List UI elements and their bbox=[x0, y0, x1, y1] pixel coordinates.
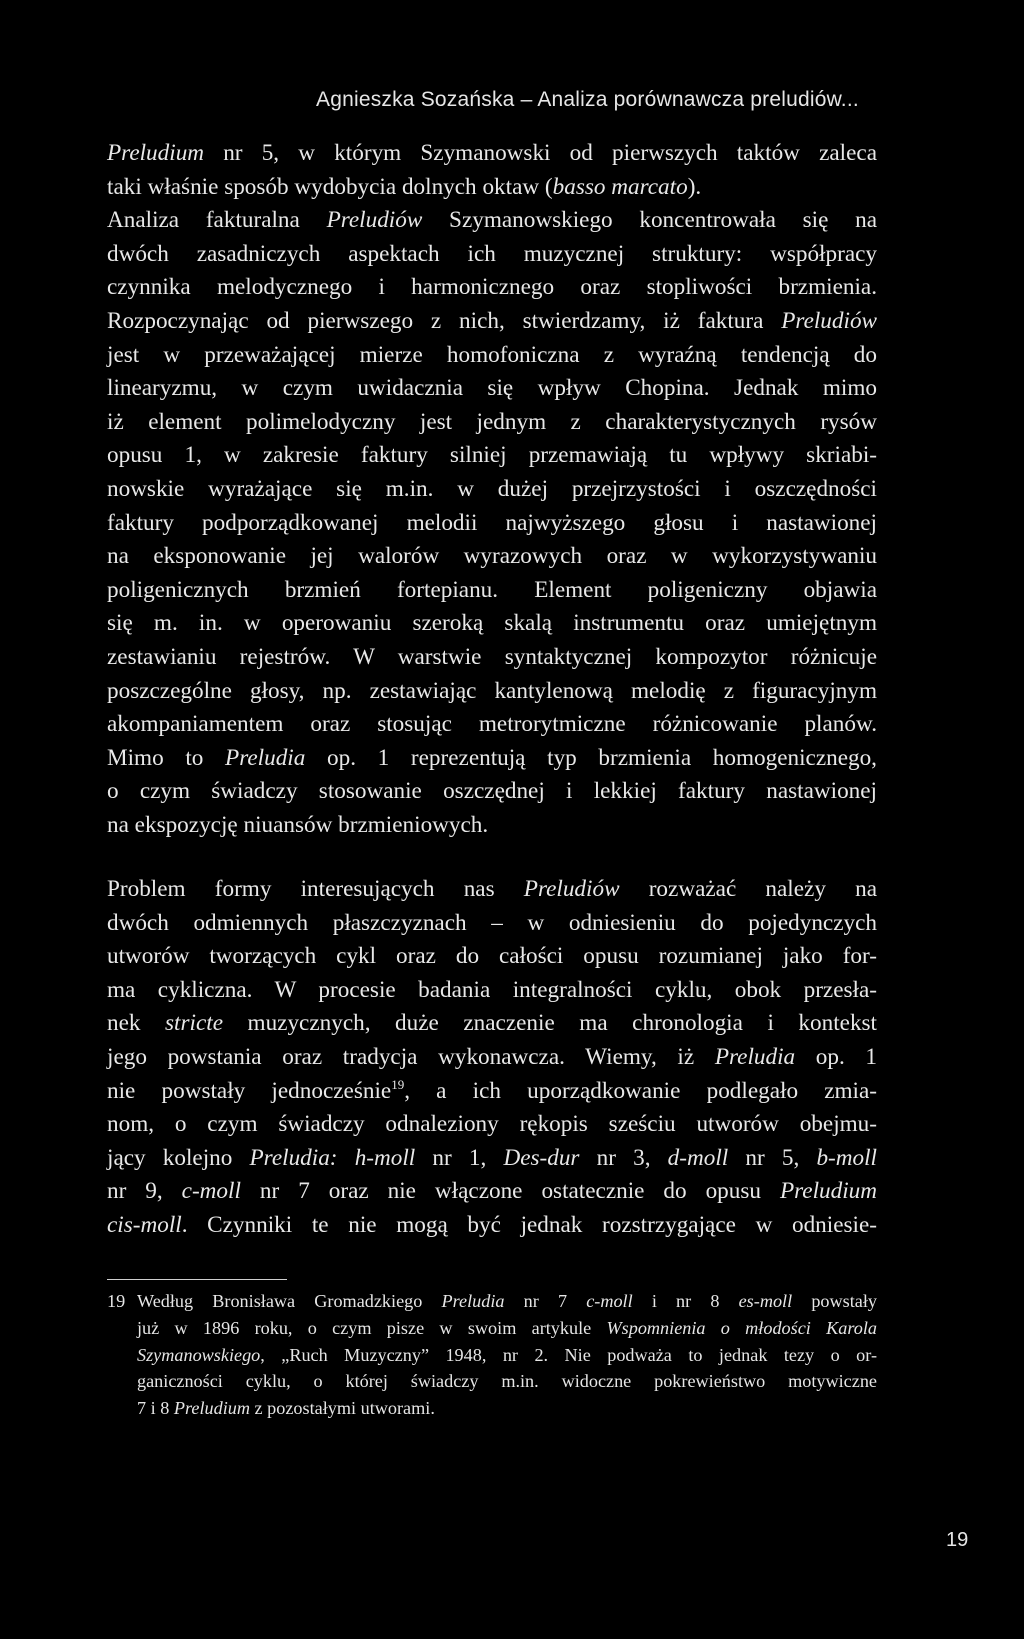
text-run: nowskie wyrażające się m.in. w dużej przejrzystości i oszczędności bbox=[107, 475, 877, 502]
text-run: i nr 8 bbox=[632, 1291, 739, 1311]
text-run: nr 7 bbox=[504, 1291, 587, 1311]
italic-text: Preludiów bbox=[326, 207, 423, 234]
text-run: nom, o czym świadczy odnaleziony rękopis sześciu utworów obejmu- bbox=[107, 1111, 877, 1138]
text-run: iż element polimelodyczny jest jednym z charakterystycznych rysów bbox=[107, 408, 877, 435]
text-line bbox=[107, 372, 877, 406]
text-line bbox=[107, 1395, 877, 1422]
text-line bbox=[107, 1075, 877, 1109]
body-paragraph-2 bbox=[107, 873, 877, 1243]
footnote-reference: 19 bbox=[391, 1076, 405, 1092]
text-run: , a ich uporządkowanie podlegało zmia- bbox=[404, 1077, 878, 1104]
text-run: już w 1896 roku, o czym pisze w swoim artykule bbox=[137, 1317, 607, 1338]
text-run: z pozostałymi utworami. bbox=[250, 1398, 435, 1419]
text-run: 7 i 8 bbox=[137, 1398, 174, 1419]
text-line bbox=[107, 873, 877, 907]
text-run: nr 7 oraz nie włączone ostatecznie do opusu bbox=[240, 1178, 780, 1205]
text-line bbox=[107, 974, 877, 1008]
italic-text: Des-dur bbox=[503, 1144, 580, 1171]
italic-text: cis-moll bbox=[107, 1211, 182, 1238]
text-line bbox=[107, 1007, 877, 1041]
text-line bbox=[107, 1288, 877, 1315]
text-line bbox=[107, 1209, 877, 1243]
text-run: nr 1, bbox=[415, 1144, 504, 1171]
footnote-separator bbox=[107, 1279, 287, 1280]
italic-text: c-moll bbox=[181, 1178, 241, 1205]
text-run: opusu 1, w zakresie faktury silniej przemawiają tu wpływy skriabi- bbox=[107, 442, 877, 469]
text-run: op. 1 bbox=[795, 1043, 878, 1070]
text-line bbox=[107, 809, 877, 843]
text-line bbox=[107, 439, 877, 473]
text-line bbox=[107, 742, 877, 776]
text-run: nr 3, bbox=[579, 1144, 668, 1171]
text-line bbox=[107, 1342, 877, 1369]
text-run: Szymanowskiego koncentrowała się na bbox=[422, 207, 877, 234]
text-line bbox=[107, 1041, 877, 1075]
text-line bbox=[107, 171, 877, 205]
italic-text: stricte bbox=[165, 1010, 223, 1037]
text-line bbox=[107, 238, 877, 272]
italic-text: Wspomnienia o młodości Karola bbox=[606, 1317, 877, 1338]
text-line bbox=[107, 1175, 877, 1209]
italic-text: es-moll bbox=[738, 1291, 793, 1311]
italic-text: d-moll bbox=[667, 1144, 729, 1171]
footnote-number: 19 bbox=[107, 1291, 126, 1311]
italic-text: Preludia: h-moll bbox=[249, 1144, 416, 1171]
text-run: Według Bronisława Gromadzkiego bbox=[137, 1291, 442, 1311]
text-run: . Czynniki te nie mogą być jednak rozstrzygające w odniesie- bbox=[181, 1211, 877, 1238]
text-line bbox=[107, 574, 877, 608]
text-run: Mimo to bbox=[107, 744, 226, 771]
italic-text: b-moll bbox=[816, 1144, 877, 1171]
text-run: nek bbox=[107, 1010, 166, 1037]
text-run: ). bbox=[687, 173, 702, 200]
italic-text: Preludiów bbox=[781, 307, 877, 334]
text-line bbox=[107, 271, 877, 305]
italic-text: Preludium bbox=[173, 1398, 250, 1419]
text-line bbox=[107, 339, 877, 373]
text-run: rozważać należy na bbox=[619, 876, 877, 902]
text-run: , „Ruch Muzyczny” 1948, nr 2. Nie podważa to jednak tezy o or- bbox=[260, 1344, 877, 1365]
footnote bbox=[107, 1288, 877, 1422]
text-line bbox=[107, 907, 877, 941]
text-line bbox=[107, 406, 877, 440]
text-run: utworów tworzących cykl oraz do całości opusu rozumianej jako for- bbox=[107, 943, 877, 970]
text-run: akompaniamentem oraz stosując metrorytmiczne różnicowanie planów. bbox=[107, 711, 877, 738]
text-line bbox=[107, 607, 877, 641]
text-run: op. 1 reprezentują typ brzmienia homogenicznego, bbox=[305, 744, 877, 771]
text-run: się m. in. w operowaniu szeroką skalą instrumentu oraz umiejętnym bbox=[107, 610, 877, 637]
text-line bbox=[107, 775, 877, 809]
text-run: poszczególne głosy, np. zestawiając kantylenową melodię z figuracyjnym bbox=[107, 677, 877, 704]
text-line bbox=[107, 1315, 877, 1342]
italic-text: Preludia bbox=[441, 1291, 505, 1311]
text-run: Problem formy interesujących nas bbox=[107, 876, 524, 902]
text-run: dwóch odmiennych płaszczyznach – w odniesieniu do pojedynczych bbox=[107, 909, 877, 936]
text-run: dwóch zasadniczych aspektach ich muzycznej struktury: współpracy bbox=[107, 240, 877, 267]
italic-text: Preludium bbox=[779, 1178, 877, 1205]
text-run: poligenicznych brzmień fortepianu. Element poligeniczny objawia bbox=[107, 576, 877, 603]
text-line bbox=[107, 675, 877, 709]
italic-text: basso marcato bbox=[552, 173, 688, 200]
text-line bbox=[107, 137, 877, 171]
text-run: Rozpoczynając od pierwszego z nich, stwierdzamy, iż faktura bbox=[107, 307, 782, 334]
text-run: zestawianiu rejestrów. W warstwie syntaktycznej kompozytor różnicuje bbox=[107, 643, 877, 670]
text-run: ma cykliczna. W procesie badania integralności cyklu, obok przesła- bbox=[107, 976, 877, 1003]
text-run: powstały bbox=[792, 1291, 877, 1311]
text-line bbox=[107, 1108, 877, 1142]
text-run: Analiza fakturalna bbox=[107, 207, 327, 234]
italic-text: Preludia bbox=[714, 1043, 796, 1070]
text-line bbox=[107, 1368, 877, 1395]
text-run: czynnika melodycznego i harmonicznego oraz stopliwości brzmienia. bbox=[107, 274, 877, 301]
text-run: nr 5, bbox=[728, 1144, 817, 1171]
text-line bbox=[107, 204, 877, 238]
running-head: Agnieszka Sozańska – Analiza porównawcza preludiów... bbox=[316, 88, 859, 111]
text-line bbox=[107, 940, 877, 974]
text-run: na eksponowanie jej walorów wyrazowych oraz w wykorzystywaniu bbox=[107, 543, 877, 570]
italic-text: Preludiów bbox=[523, 876, 620, 902]
text-run: faktury podporządkowanej melodii najwyższego głosu i nastawionej bbox=[107, 509, 877, 536]
text-line bbox=[107, 708, 877, 742]
text-line bbox=[107, 507, 877, 541]
text-run: nr 9, bbox=[107, 1178, 182, 1205]
italic-text: Preludium bbox=[107, 140, 205, 166]
italic-text: Szymanowskiego bbox=[137, 1344, 261, 1365]
text-run: linearyzmu, w czym uwidacznia się wpływ Chopina. Jednak mimo bbox=[107, 375, 877, 402]
text-run: jący kolejno bbox=[107, 1144, 250, 1171]
text-run: ganiczności cyklu, o której świadczy m.in. widoczne pokrewieństwo motywiczne bbox=[137, 1371, 877, 1392]
text-run: jego powstania oraz tradycja wykonawcza. Wiemy, iż bbox=[107, 1043, 715, 1070]
text-run: muzycznych, duże znaczenie ma chronologia i kontekst bbox=[223, 1010, 878, 1037]
text-line bbox=[107, 540, 877, 574]
text-line bbox=[107, 305, 877, 339]
page-number: 19 bbox=[946, 1529, 969, 1551]
italic-text: Preludia bbox=[225, 744, 306, 771]
text-run: jest w przeważającej mierze homofoniczna z wyraźną tendencją do bbox=[107, 341, 877, 368]
text-run: o czym świadczy stosowanie oszczędnej i lekkiej faktury nastawionej bbox=[107, 778, 877, 805]
text-run: na ekspozycję niuansów brzmieniowych. bbox=[107, 811, 489, 838]
text-run: nie powstały jednocześnie bbox=[107, 1077, 392, 1104]
body-paragraph-1 bbox=[107, 137, 877, 842]
text-run: taki właśnie sposób wydobycia dolnych oktaw ( bbox=[107, 173, 553, 200]
footnote-text bbox=[107, 1288, 877, 1422]
text-line bbox=[107, 473, 877, 507]
text-line bbox=[107, 641, 877, 675]
text-line bbox=[107, 1142, 877, 1176]
text-run: nr 5, w którym Szymanowski od pierwszych taktów zaleca bbox=[204, 140, 877, 166]
italic-text: c-moll bbox=[586, 1291, 633, 1311]
